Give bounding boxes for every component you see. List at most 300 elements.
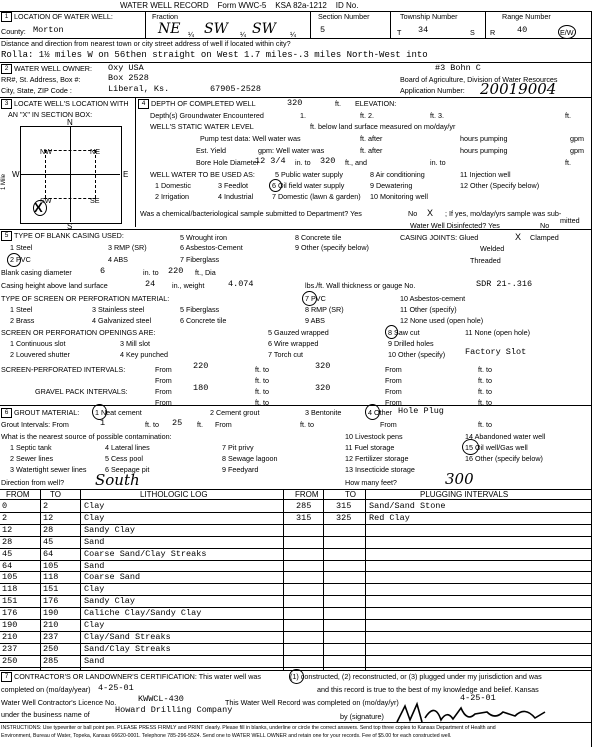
screen-12: 12 None used (open hole) — [400, 316, 484, 325]
use-2: 2 Irrigation — [155, 192, 189, 201]
log-description: Coarse Sand/Clay Streaks — [84, 548, 207, 559]
owner-label-text: WATER WELL OWNER: — [14, 64, 92, 73]
quarter-mark: ¼ — [290, 30, 296, 39]
section-number: 2 — [1, 64, 12, 74]
opening-8: 8 Saw cut — [388, 328, 420, 337]
casing-9: 9 Other (specify below) — [295, 243, 369, 252]
gravel-from-label-3: From — [155, 398, 172, 407]
yield-gpm: gpm — [570, 146, 584, 155]
gravel-to-label-2: ft. to — [478, 387, 492, 396]
id-label: ID No. — [335, 1, 359, 10]
casing-8: 8 Concrete tile — [295, 233, 342, 242]
opening-9: 9 Drilled holes — [388, 339, 434, 348]
opening-other: Factory Slot — [465, 347, 527, 357]
log-to: 45 — [43, 536, 54, 547]
well-location-x: X — [34, 200, 43, 215]
disinfected-no: No — [540, 221, 550, 230]
record-label: This Water Well Record was completed on (mo/day/yr) — [225, 698, 399, 707]
contam-10: 10 Livestock pens — [345, 432, 403, 441]
cert-options: (1) constructed, (2) reconstructed, or (3) plugged under my jurisdiction and was — [290, 672, 542, 681]
plug-to: 325 — [336, 512, 352, 523]
table-row — [0, 620, 593, 630]
quarter-mark: ¼ — [240, 30, 246, 39]
gauge-value: SDR 21-.316 — [476, 279, 533, 289]
compass-n: N — [67, 118, 73, 127]
quarter-mark: ¼ — [188, 30, 194, 39]
joints-x: X — [515, 232, 522, 242]
true-label: and this record is true to the best of my knowledge and belief. Kansas — [317, 685, 539, 694]
county-label: County: — [1, 27, 26, 36]
plug-from: 285 — [296, 501, 312, 511]
log-to: 250 — [43, 643, 59, 654]
height-value: 24 — [145, 279, 156, 289]
opening-5: 5 Gauzed wrapped — [268, 328, 329, 337]
table-row — [0, 632, 593, 642]
zip-value: 67905-2528 — [210, 84, 262, 94]
lbs-label: lbs./ft. Wall thickness or gauge No. — [305, 281, 416, 290]
bore-and: ft., and — [345, 158, 367, 167]
gravel-to-label: ft. to — [255, 387, 269, 396]
casing-6: 6 Asbestos-Cement — [180, 243, 243, 252]
application-label: Application Number: — [400, 86, 465, 95]
use-11: 11 Injection well — [460, 170, 511, 179]
grout-4-circle — [365, 404, 380, 420]
log-to: 285 — [43, 655, 59, 666]
screen-6: 6 Concrete tile — [180, 316, 227, 325]
grout-3: 3 Bentonite — [305, 408, 342, 417]
blank-in-to: in. to — [143, 268, 159, 277]
use-6: 6 Oil field water supply — [272, 181, 345, 190]
bore-dia: 12 3/4 — [255, 156, 286, 166]
township-s: S — [470, 28, 475, 37]
compass-w: W — [12, 170, 20, 179]
grout-to-label-3: ft. to — [478, 420, 492, 429]
screen-type-label: TYPE OF SCREEN OR PERFORATION MATERIAL: — [1, 294, 170, 303]
screen-from-label: From — [155, 365, 172, 374]
quad-nw: NW — [40, 147, 52, 156]
section3-sub: AN "X" IN SECTION BOX: — [8, 110, 93, 119]
log-header-plugging: PLUGGING INTERVALS — [420, 490, 509, 499]
form-title-text: WATER WELL RECORD — [120, 1, 209, 10]
grout-from-label-3: From — [380, 420, 397, 429]
range-r: R — [490, 28, 496, 37]
screen-from-label-4: From — [385, 376, 402, 385]
chem-rest: ; If yes, mo/day/yrs sample was sub- — [445, 209, 562, 218]
opening-6: 6 Wire wrapped — [268, 339, 319, 348]
howmany-label: How many feet? — [345, 478, 397, 487]
cert-label-text: CONTRACTOR'S OR LANDOWNER'S CERTIFICATION: This water well was — [14, 672, 262, 681]
record-date: 4-25-01 — [460, 693, 496, 703]
use-5: 5 Public water supply — [275, 170, 343, 179]
instructions-line2: Environment, Bureau of Water, Topeka, Kansas 66620-0001. Telephone 785-296-5524. Send one to WATER WELL OWNER and retain one for your records. Fee of $5.00 for each constructed well. — [1, 733, 452, 739]
fraction-label: Fraction — [152, 12, 178, 21]
section1-title: LOCATION OF WATER WELL: — [14, 12, 113, 21]
contam-7: 7 Pit privy — [222, 443, 254, 452]
owner-value: Oxy USA — [108, 63, 144, 73]
opening-10: 10 Other (specify) — [388, 350, 446, 359]
section-number-value: 5 — [320, 25, 326, 35]
log-to: 12 — [43, 512, 54, 523]
screen-5: 5 Fiberglass — [180, 305, 220, 314]
table-row — [0, 525, 593, 535]
log-from: 151 — [2, 596, 18, 607]
casing-5: 5 Wrought iron — [180, 233, 228, 242]
casing-2-circle — [7, 253, 21, 267]
howmany-value: 300 — [445, 470, 474, 488]
static-rest: ft. below land surface measured on mo/day/yr — [310, 122, 456, 131]
chem-rest2: mitted — [560, 216, 580, 225]
well-name: #3 Bohn C — [435, 63, 481, 73]
log-description: Clay — [84, 512, 105, 523]
grout-to-label-2: ft. to — [300, 420, 314, 429]
ksa-ref: KSA 82a-1212 — [275, 1, 327, 10]
yield-label: Est. Yield — [196, 146, 226, 155]
use-1: 1 Domestic — [155, 181, 191, 190]
log-description: Sand — [84, 560, 105, 571]
pump-mid: ft. after — [360, 134, 383, 143]
yield-mid: gpm: Well water was — [258, 146, 325, 155]
grout-label-text: GROUT MATERIAL: — [14, 408, 80, 417]
log-to: 151 — [43, 584, 59, 595]
use-6-circle — [269, 179, 282, 192]
depth-label — [138, 99, 256, 109]
grout-2: 2 Cement grout — [210, 408, 260, 417]
bore-label: Bore Hole Diameter — [196, 158, 260, 167]
contam-15: 15 Oil well/Gas well — [465, 443, 528, 452]
gravel-from-label-4: From — [385, 398, 402, 407]
direction-value: South — [95, 471, 140, 489]
depth-value: 320 — [287, 98, 303, 108]
compass-e: E — [123, 170, 129, 179]
log-to: 176 — [43, 596, 59, 607]
casing-2: 2 PVC — [10, 255, 31, 264]
log-description: Sand — [84, 536, 105, 547]
log-header-from: FROM — [6, 490, 30, 499]
fraction-sw1: SW — [204, 21, 228, 37]
screen-1: 1 Steel — [10, 305, 33, 314]
disinfected-label: Water Well Disinfected? Yes — [410, 221, 500, 230]
screen-9: 9 ABS — [305, 316, 325, 325]
threaded-label: Threaded — [470, 256, 501, 265]
log-description: Sand/Clay Streaks — [84, 643, 171, 654]
log-description: Clay/Sand Streaks — [84, 631, 171, 642]
grout-intervals-label: Grout Intervals: From — [1, 420, 69, 429]
contam-12: 12 Fertilizer storage — [345, 454, 409, 463]
use-10: 10 Monitoring well — [370, 192, 428, 201]
use-9: 9 Dewatering — [370, 181, 413, 190]
openings-label: SCREEN OR PERFORATION OPENINGS ARE: — [1, 328, 156, 337]
contam-14: 14 Abandoned water well — [465, 432, 546, 441]
screen-10: 10 Asbestos-cement — [400, 294, 466, 303]
form-id: Form WWC-5 — [217, 1, 267, 10]
log-description: Sandy Clay — [84, 596, 136, 607]
owner-label — [1, 64, 92, 74]
joints-label: CASING JOINTS: Glued — [400, 233, 479, 242]
section-number: 4 — [138, 99, 149, 109]
opening-7: 7 Torch cut — [268, 350, 304, 359]
casing-label — [1, 231, 124, 241]
screen-to-label: ft. to — [255, 365, 269, 374]
log-description: Sandy Clay — [84, 524, 136, 535]
form-title — [120, 1, 358, 10]
log-description: Caliche Clay/Sandy Clay — [84, 608, 202, 619]
city-value: Liberal, Ks. — [108, 84, 170, 94]
screen-4: 4 Galvanized steel — [92, 316, 152, 325]
pump-end: hours pumping — [460, 134, 508, 143]
signature-label: by (signature) — [340, 712, 384, 721]
bore-in-to: in. to — [295, 158, 311, 167]
casing-4: 4 ABS — [108, 255, 128, 264]
log-description: Coarse Sand — [84, 572, 141, 583]
range-ew: E/W — [560, 28, 574, 37]
section3-heading — [1, 99, 129, 109]
use-4: 4 Industrial — [218, 192, 254, 201]
compass-s: S — [67, 222, 73, 231]
depth-ft: ft. — [335, 99, 341, 108]
gw-1: 1. — [300, 111, 306, 120]
screen-8: 8 RMP (SR) — [305, 305, 344, 314]
contam-15-circle — [462, 439, 479, 455]
log-to: 64 — [43, 548, 54, 559]
log-description: Sand — [84, 655, 105, 666]
log-to: 28 — [43, 524, 54, 535]
log-to: 118 — [43, 572, 59, 583]
plug-from: 315 — [296, 512, 312, 523]
elevation-label: ELEVATION: — [355, 99, 397, 108]
log-from: 12 — [2, 524, 13, 535]
log-from: 176 — [2, 608, 18, 619]
table-row — [0, 537, 593, 547]
contam-16: 16 Other (specify below) — [465, 454, 543, 463]
completed-label: completed on (mo/day/year) — [1, 685, 91, 694]
section-number-label: Section Number — [318, 12, 370, 21]
screen-to-label-4: ft. to — [478, 376, 492, 385]
business-label: under the business name of — [1, 710, 90, 719]
opening-11: 11 None (open hole) — [465, 328, 530, 337]
gravel-from: 180 — [193, 383, 209, 393]
license-number: KWWCL-430 — [138, 694, 184, 704]
clamped-label: Clamped — [530, 233, 559, 242]
county-value: Morton — [33, 25, 64, 35]
section-number: 3 — [1, 99, 12, 109]
weight-value: 4.074 — [228, 279, 254, 289]
log-to: 237 — [43, 631, 59, 642]
contam-3: 3 Watertight sewer lines — [10, 465, 87, 474]
distance-value: Rolla: 1½ miles W on 56then straight on West 1.7 miles-.3 miles North-West into — [1, 50, 428, 60]
static-label: WELL'S STATIC WATER LEVEL — [150, 122, 254, 131]
instructions-line1: INSTRUCTIONS: Use typewriter or ball point pen. PLEASE PRESS FIRMLY and PRINT clearly. Please fill in blanks, underline or circle the correct answers. Send top three copies to Kansas Department of Health and — [1, 725, 496, 731]
grout-ft: ft. — [197, 420, 203, 429]
contam-11: 11 Fuel storage — [345, 443, 395, 452]
blank-to: 220 — [168, 266, 184, 276]
blank-ft-dia: ft., Dia — [195, 268, 216, 277]
contam-8: 8 Sewage lagoon — [222, 454, 278, 463]
table-row — [0, 513, 593, 523]
log-to: 210 — [43, 620, 59, 630]
grout-to: 25 — [172, 418, 183, 428]
log-description: Clay — [84, 620, 105, 630]
quad-sw: SW — [40, 196, 52, 205]
direction-label: Direction from well? — [1, 478, 65, 487]
grout-1: 1 Neat cement — [95, 408, 142, 417]
gw-2: ft. 2. — [360, 111, 374, 120]
fraction-sw2: SW — [252, 21, 276, 37]
pump-label: Pump test data: Well water was — [200, 134, 301, 143]
use-12: 12 Other (Specify below) — [460, 181, 540, 190]
grout-from: 1 — [100, 418, 106, 428]
log-from: 64 — [2, 560, 13, 571]
table-row — [0, 584, 593, 594]
log-from: 28 — [2, 536, 13, 547]
contam-6: 6 Seepage pit — [105, 465, 150, 474]
yield-hours: hours pumping — [460, 146, 508, 155]
casing-label-text: TYPE OF BLANK CASING USED: — [14, 231, 124, 240]
log-description: Clay — [84, 584, 105, 595]
log-from: 118 — [2, 584, 18, 595]
contam-5: 5 Cess pool — [105, 454, 143, 463]
plug-to: 315 — [336, 501, 352, 511]
quad-ne: NE — [90, 147, 100, 156]
table-row — [0, 561, 593, 571]
screen-from-label-2: From — [385, 365, 402, 374]
contam-9: 9 Feedyard — [222, 465, 259, 474]
log-from: 45 — [2, 548, 13, 559]
cert-option-1-circle — [289, 669, 304, 684]
use-7: 7 Domestic (lawn & garden) — [272, 192, 361, 201]
gravel-label: GRAVEL PACK INTERVALS: — [35, 387, 128, 396]
casing-3: 3 RMP (SR) — [108, 243, 147, 252]
log-header-from-2: FROM — [295, 490, 319, 499]
contam-2: 2 Sewer lines — [10, 454, 54, 463]
address-label: RR#, St. Address, Box #: — [1, 75, 81, 84]
section-number: 1 — [1, 12, 12, 22]
screen-7-circle — [302, 291, 317, 306]
log-from: 2 — [2, 512, 8, 523]
screen-from: 220 — [193, 361, 209, 371]
business-name: Howard Drilling Company — [115, 705, 233, 715]
screen-7: 7 PVC — [305, 294, 326, 303]
height-label: Casing height above land surface — [1, 281, 108, 290]
log-description: Clay — [84, 501, 105, 511]
screen-2: 2 Brass — [10, 316, 35, 325]
section-number: 5 — [1, 231, 12, 241]
grout-4: 4 Other — [368, 408, 392, 417]
chem-x: X — [427, 208, 434, 218]
use-3: 3 Feedlot — [218, 181, 248, 190]
gravel-from-label: From — [155, 387, 172, 396]
table-row — [0, 608, 593, 618]
opening-8-circle — [385, 325, 398, 339]
table-row — [0, 596, 593, 606]
township-t: T — [397, 28, 402, 37]
grout-other: Hole Plug — [398, 406, 444, 416]
use-8: 8 Air conditioning — [370, 170, 425, 179]
opening-2: 2 Louvered shutter — [10, 350, 70, 359]
log-header-to: TO — [50, 490, 61, 499]
range-value: 40 — [517, 25, 528, 35]
city-label: City, State, ZIP Code : — [1, 86, 72, 95]
log-from: 210 — [2, 631, 18, 642]
gravel-to-label-4: ft. to — [478, 398, 492, 407]
log-from: 237 — [2, 643, 18, 654]
application-number: 20019004 — [480, 80, 557, 98]
contam-label: What is the nearest source of possible contamination: — [1, 432, 172, 441]
address-value: Box 2528 — [108, 73, 149, 83]
screen-to-label-2: ft. to — [478, 365, 492, 374]
opening-3: 3 Mill slot — [120, 339, 150, 348]
bore-in-to-2: in. to — [430, 158, 446, 167]
fraction-nw: NE — [158, 21, 181, 37]
table-row — [0, 549, 593, 559]
bore-to: 320 — [320, 156, 336, 166]
completed-date: 4-25-01 — [98, 683, 134, 693]
bore-ft-end: ft. — [565, 158, 571, 167]
log-from: 190 — [2, 620, 18, 630]
gravel-from-label-2: From — [385, 387, 402, 396]
yield-after: ft. after — [360, 146, 383, 155]
grout-to-label: ft. to — [145, 420, 159, 429]
screen-11: 11 Other (specify) — [400, 305, 457, 314]
screen-3: 3 Stainless steel — [92, 305, 145, 314]
signature-scribble — [395, 700, 555, 728]
table-row — [0, 572, 593, 582]
use-label: WELL WATER TO BE USED AS: — [150, 170, 255, 179]
section3-title: LOCATE WELL'S LOCATION WITH — [14, 99, 129, 108]
section-number: 6 — [1, 408, 12, 418]
depth-label-text: DEPTH OF COMPLETED WELL — [151, 99, 256, 108]
casing-7: 7 Fiberglass — [180, 255, 220, 264]
board-label: Board of Agriculture, Division of Water Resources — [400, 75, 558, 84]
plug-description: Red Clay — [369, 512, 410, 523]
log-from: 250 — [2, 655, 18, 666]
log-to: 190 — [43, 608, 59, 619]
casing-1: 1 Steel — [10, 243, 33, 252]
township-label: Township Number — [400, 12, 458, 21]
grout-label — [1, 408, 79, 418]
table-row — [0, 656, 593, 666]
well-location-circle — [33, 200, 47, 216]
section1-heading — [1, 12, 113, 22]
opening-1: 1 Continuous slot — [10, 339, 66, 348]
log-from: 0 — [2, 501, 8, 511]
contam-4: 4 Lateral lines — [105, 443, 150, 452]
table-row — [0, 501, 593, 511]
screen-to: 320 — [315, 361, 331, 371]
chem-no: No — [408, 209, 418, 218]
opening-4: 4 Key punched — [120, 350, 168, 359]
log-to: 105 — [43, 560, 59, 571]
log-header-lithologic: LITHOLOGIC LOG — [140, 490, 208, 499]
license-label: Water Well Contractor's Licence No. — [1, 698, 117, 707]
contam-13: 13 Insecticide storage — [345, 465, 415, 474]
distance-label: Distance and direction from nearest town or city street address of well if located within city? — [1, 39, 291, 48]
range-label: Range Number — [502, 12, 551, 21]
range-ew-circle — [558, 25, 576, 39]
screen-to-label-3: ft. to — [255, 376, 269, 385]
blank-dia-label: Blank casing diameter — [1, 268, 72, 277]
pump-gpm: gpm — [570, 134, 584, 143]
gw-ft: ft. — [565, 111, 571, 120]
table-row — [0, 644, 593, 654]
groundwater-label: Depth(s) Groundwater Encountered — [150, 111, 264, 120]
mile-label: 1 Mile — [1, 173, 7, 190]
gravel-to-label-3: ft. to — [255, 398, 269, 407]
log-from: 105 — [2, 572, 18, 583]
log-to: 2 — [43, 501, 49, 511]
welded-label: Welded — [480, 244, 505, 253]
log-header-to-2: TO — [345, 490, 356, 499]
chem-label: Was a chemical/bacteriological sample submitted to Department? Yes — [140, 209, 362, 218]
